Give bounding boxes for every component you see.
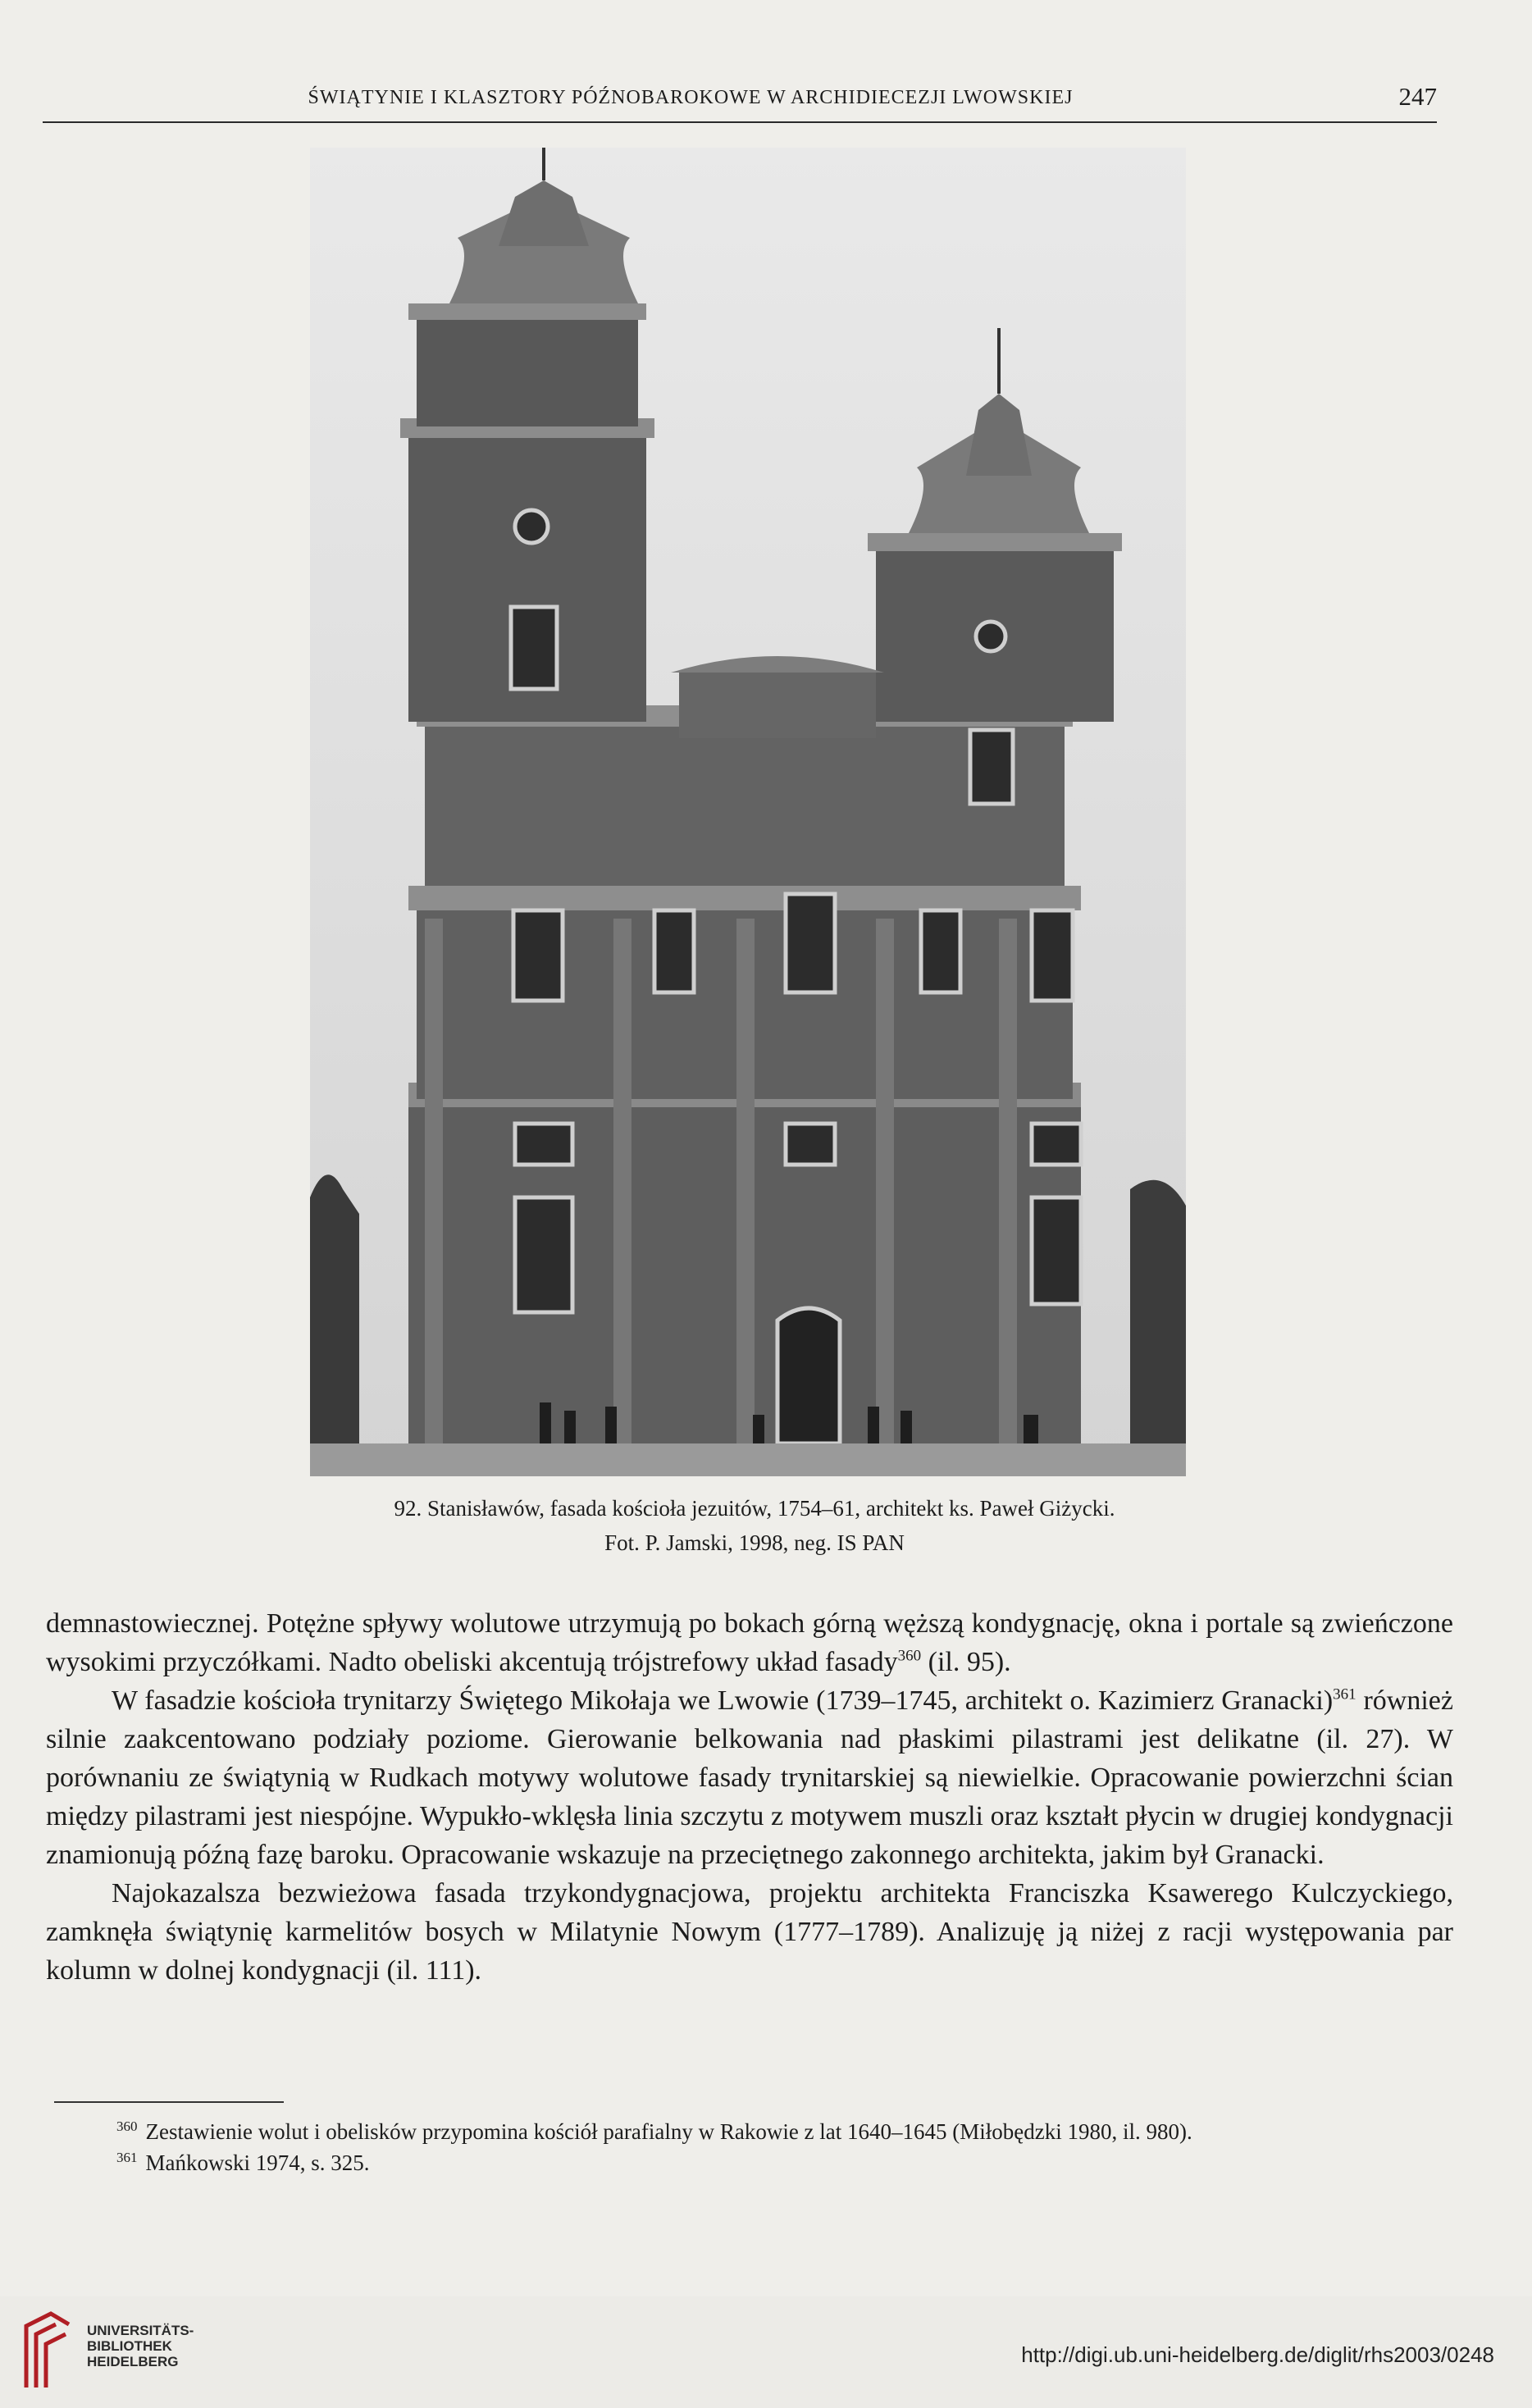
paragraph-2-tail: również silnie zaakcentowano podziały poziome. Gierowanie belkowania nad płaskimi pilastrami jest delikatne (il. 27). W porównaniu ze świątynią w Rudkach motywy wolutowe fasady trynitarskiej są niewielkie. Opracowanie powierzchni ścian między pilastrami jest niespójne. Wypukło-wklęsła linia szczytu z motywem muszli oraz kształt płycin w drugiej kondygnacji znamionują późną fazę baroku. Opracowanie wskazuje na przeciętnego zakonnego architekta, jakim był Granacki. [46,1685,1453,1870]
library-name [87,2323,194,2369]
footnote-number: 361 [116,2150,138,2165]
body-text [46,1604,1453,1990]
footnote-ref-361[interactable]: 361 [1333,1685,1356,1703]
footnote-text: Mańkowski 1974, s. 325. [145,2150,370,2175]
paragraph-1 [46,1604,1453,1681]
paragraph-2 [46,1681,1453,1874]
footnote-divider [54,2101,284,2103]
paragraph-3: Najokazalsza bezwieżowa fasada trzykondygnacjowa, projektu architekta Franciszka Ksawerego Kulczyckiego, zamknęła świątynię karmelitów bosych w Milatynie Nowym (1777–1789). Analizuję ją niżej z racji występowania par kolumn w dolnej kondygnacji (il. 111). [46,1878,1453,1986]
page-number: 247 [1398,82,1437,111]
running-title: ŚWIĄTYNIE I KLASZTORY PÓŹNOBAROKOWE W ARCHIDIECEZJI LWOWSKIEJ [308,87,1074,108]
library-name-line1: UNIVERSITÄTS- [87,2323,194,2338]
footnote-text: Zestawienie wolut i obelisków przypomina kościół parafialny w Rakowie z lat 1640–1645 (Miłobędzki 1980, il. 980). [145,2119,1192,2144]
church-facade-photo [310,148,1186,1476]
figure-caption: 92. Stanisławów, fasada kościoła jezuitów, 1754–61, architekt ks. Paweł Giżycki. [394,1496,1115,1521]
footnote-360 [54,2116,1448,2147]
library-name-line3: HEIDELBERG [87,2354,179,2369]
footnote-ref-360[interactable]: 360 [897,1647,922,1665]
library-logo-icon[interactable] [18,2310,77,2392]
figure-credit: Fot. P. Jamski, 1998, neg. IS PAN [604,1530,905,1555]
church-facade-illustration [310,148,1186,1476]
running-head [43,82,1437,123]
library-name-line2: BIBLIOTHEK [87,2338,172,2354]
paragraph-1-tail: (il. 95). [921,1647,1011,1677]
paragraph-1-text: demnastowiecznej. Potężne spływy wolutowe utrzymują po bokach górną węższą kondygnację, okna i portale są zwieńczone wysokimi przyczółkami. Nadto obeliski akcentują trójstrefowy układ fasady [46,1608,1453,1677]
footnotes [54,2116,1448,2178]
paragraph-2-text: W fasadzie kościoła trynitarzy Świętego Mikołaja we Lwowie (1739–1745, architekt o. Kazimierz Granacki) [112,1685,1334,1716]
footnote-number: 360 [116,2118,138,2134]
source-url-link[interactable]: http://digi.ub.uni-heidelberg.de/diglit/rhs2003/0248 [1021,2342,1494,2367]
footnote-361 [54,2147,1448,2178]
